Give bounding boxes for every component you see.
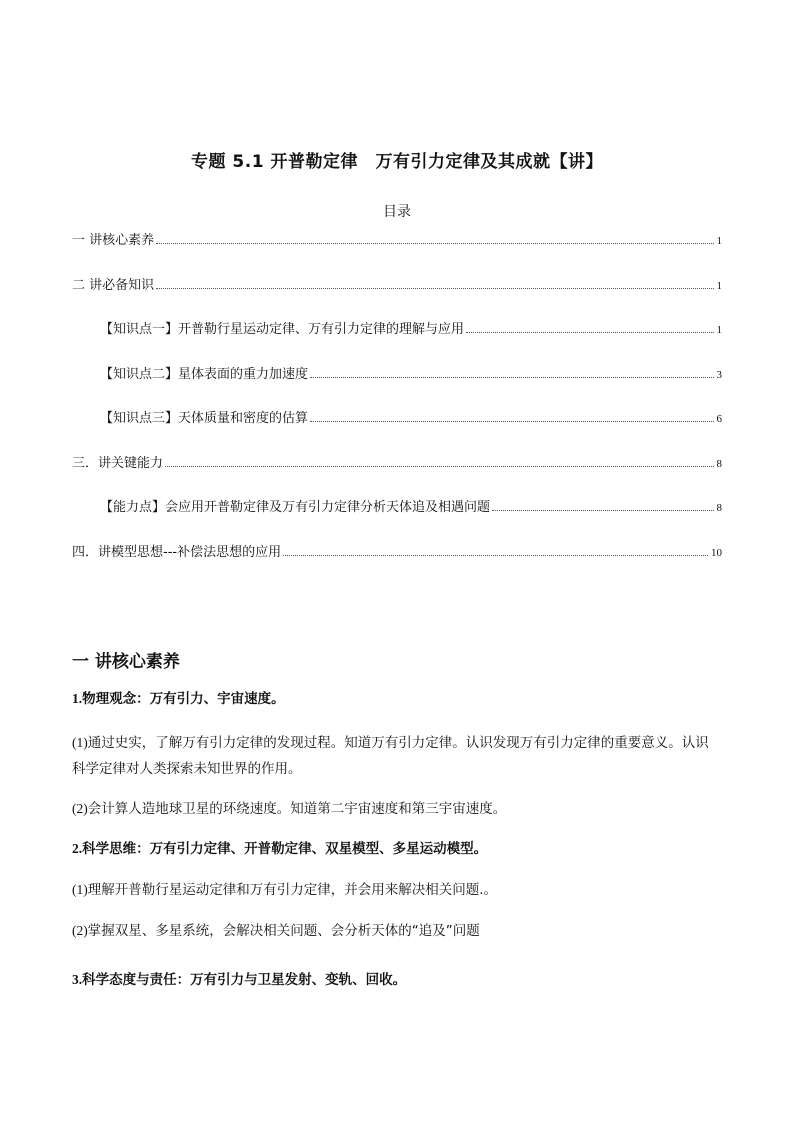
item-number: 2.	[72, 841, 83, 856]
toc-leader-dots	[310, 421, 713, 422]
toc-leader-dots	[156, 243, 713, 244]
toc-leader-dots	[466, 332, 713, 333]
toc-entry[interactable]	[72, 543, 722, 563]
toc-entry-label: 【知识点一】开普勒行星运动定律、万有引力定律的理解与应用	[100, 322, 465, 337]
item-number: 1.	[72, 691, 83, 706]
toc-entry[interactable]	[100, 498, 722, 518]
toc-entry-page: 1	[716, 280, 722, 292]
paragraph	[72, 877, 722, 903]
item-number: (1)	[72, 735, 88, 750]
toc-leader-dots	[310, 377, 713, 378]
section-heading: 一 讲核心素养	[72, 652, 180, 672]
toc-entry-label: 二 讲必备知识	[72, 278, 155, 293]
toc-entry[interactable]	[100, 320, 722, 340]
paragraph	[72, 730, 722, 782]
toc-leader-dots	[283, 555, 708, 556]
toc-entry-page: 10	[711, 547, 722, 559]
toc-entry[interactable]	[100, 409, 722, 429]
toc-entry-label: 四．讲模型思想---补偿法思想的应用	[72, 545, 282, 560]
toc-leader-dots	[165, 466, 713, 467]
toc-entry-page: 3	[716, 369, 722, 381]
toc-entry-page: 8	[716, 458, 722, 470]
toc-entry-label: 一 讲核心素养	[72, 233, 155, 248]
item-text: 通过史实，了解万有引力定律的发现过程。知道万有引力定律。认识发现万有引力定律的重要意义。认识科学定律对人类探索未知世界的作用。	[72, 735, 709, 777]
paragraph	[72, 918, 722, 944]
toc-entry-page: 8	[716, 502, 722, 514]
item-number: 3.	[72, 972, 83, 987]
item-text: 科学态度与责任：万有引力与卫星发射、变轨、回收。	[82, 972, 407, 988]
document-title: 专题 5.1 开普勒定律 万有引力定律及其成就【讲】	[191, 152, 603, 172]
item-number: (2)	[72, 801, 88, 816]
toc-entry[interactable]	[72, 276, 722, 296]
item-text: 物理观念：万有引力、宇宙速度。	[82, 691, 285, 707]
toc-leader-dots	[492, 510, 713, 511]
item-number: (2)	[72, 923, 88, 938]
toc-entry-label: 三．讲关键能力	[72, 456, 164, 471]
toc-entry-label: 【知识点二】星体表面的重力加速度	[100, 367, 309, 382]
toc-entry-page: 1	[716, 324, 722, 336]
toc-heading: 目录	[383, 204, 411, 220]
toc-leader-dots	[156, 288, 713, 289]
item-text: 科学思维：万有引力定律、开普勒定律、双星模型、多星运动模型。	[82, 841, 488, 857]
toc-entry[interactable]	[72, 454, 722, 474]
toc-entry-page: 1	[716, 235, 722, 247]
paragraph	[72, 796, 722, 822]
toc-entry-label: 【知识点三】天体质量和密度的估算	[100, 411, 309, 426]
item-text: 会计算人造地球卫星的环绕速度。知道第二宇宙速度和第三宇宙速度。	[87, 801, 507, 817]
toc-entry[interactable]	[72, 231, 722, 251]
item-text: 理解开普勒行星运动定律和万有引力定律，并会用来解决相关问题.。	[87, 882, 498, 898]
toc-entry-label: 【能力点】会应用开普勒定律及万有引力定律分析天体追及相遇问题	[100, 500, 491, 515]
toc-entry-page: 6	[716, 413, 722, 425]
paragraph	[72, 686, 722, 712]
item-text: 掌握双星、多星系统，会解决相关问题、会分析天体的“追及”问题	[87, 923, 480, 939]
toc-entry[interactable]	[100, 365, 722, 385]
item-number: (1)	[72, 882, 88, 897]
paragraph	[72, 836, 722, 862]
paragraph	[72, 967, 722, 993]
